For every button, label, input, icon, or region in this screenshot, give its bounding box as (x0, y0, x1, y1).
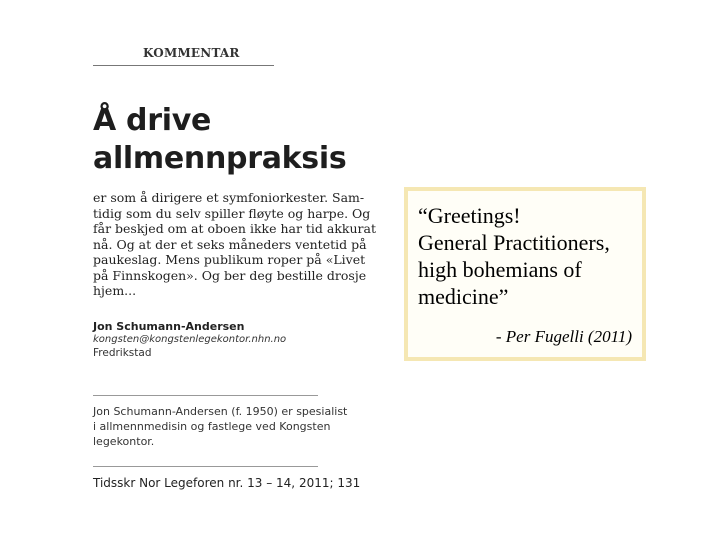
author-name: Jon Schumann-Andersen (93, 320, 245, 333)
body-line: får beskjed om at oboen ikke har tid akkurat (93, 221, 377, 236)
quote-line: medicine” (418, 284, 509, 309)
body-line: tidig som du selv spiller fløyte og harpe. Og (93, 205, 371, 221)
bio-line: i allmennmedisin og fastlege ved Kongsten (93, 420, 331, 433)
quote-line: high bohemians of (418, 257, 582, 282)
author-email: kongsten@kongstenlegekontor.nhn.no (93, 334, 287, 345)
article-body (93, 190, 377, 299)
title-line: allmennpraksis (93, 141, 347, 176)
body-line: er som å dirigere et symfoniorkester. Sam- (93, 190, 365, 205)
bio-divider (93, 395, 318, 396)
bio-line: Jon Schumann-Andersen (f. 1950) er spesialist (93, 405, 348, 418)
body-line: nå. Og at der et seks måneders ventetid på (93, 236, 367, 252)
quote-attribution: - Per Fugelli (2011) (495, 327, 632, 346)
bio-line: legekontor. (93, 435, 155, 448)
body-line: på Finnskogen». Og ber deg bestille drosje (93, 267, 367, 283)
quote-box (404, 187, 646, 361)
quote-line: “Greetings! (418, 203, 521, 228)
journal-citation: Tidsskr Nor Legeforen nr. 13 – 14, 2011; 131 (93, 476, 361, 490)
section-label: KOMMENTAR (143, 46, 240, 60)
body-line: paukeslag. Mens publikum roper på «Livet (93, 252, 366, 267)
citation-divider (93, 466, 318, 467)
article-title (93, 102, 346, 178)
quote-line: General Practitioners, (418, 230, 610, 255)
quote-text (418, 202, 610, 310)
section-underline (93, 65, 274, 66)
title-line: Å drive (93, 103, 212, 138)
author-city: Fredrikstad (93, 347, 152, 359)
author-bio (93, 404, 347, 449)
body-line: hjem... (93, 283, 137, 298)
